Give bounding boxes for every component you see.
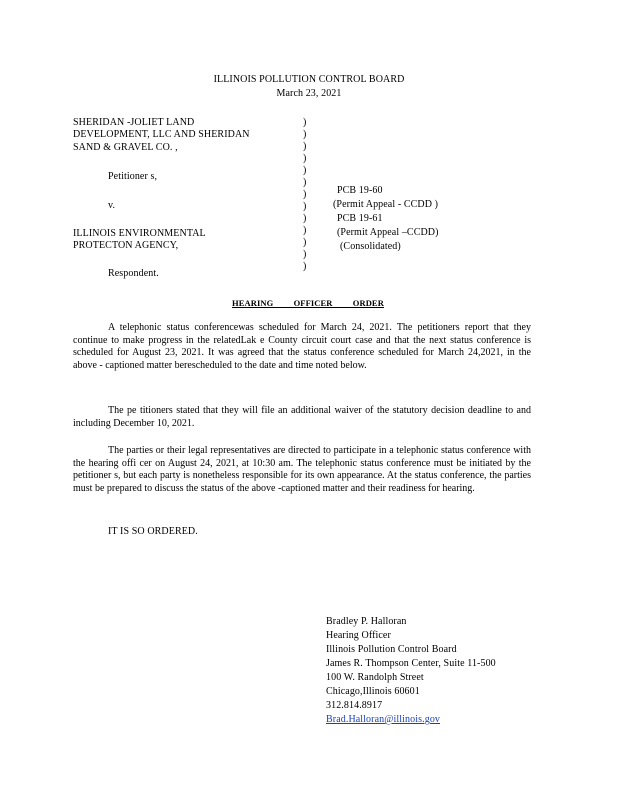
caption-parentheses: ) ) ) ) ) ) ) ) ) ) ) ) ) (303, 117, 307, 272)
signature-city: Chicago,Illinois 60601 (326, 686, 420, 697)
signature-phone: 312.814.8917 (326, 700, 383, 711)
respondent-label: Respondent. (108, 268, 159, 279)
petitioner-name-line3: SAND & GRAVEL CO. , (73, 142, 178, 153)
respondent-name-line2: PROTECTON AGENCY, (73, 240, 179, 251)
signature-email-link[interactable]: Brad.Halloran@illinois.gov (326, 714, 441, 725)
board-name: ILLINOIS POLLUTION CONTROL BOARD (213, 74, 405, 85)
signature-title: Hearing Officer (326, 630, 391, 641)
case2-description: (Permit Appeal –CCDD) (337, 227, 439, 238)
respondent-name-line1: ILLINOIS ENVIRONMENTAL (73, 228, 206, 239)
paragraph-2: The pe titioners stated that they will file an additional waiver of the statutory decision deadline to and including December 10, 2021. (73, 405, 531, 429)
order-date: March 23, 2021 (276, 88, 342, 99)
signature-building: James R. Thompson Center, Suite 11-500 (326, 658, 496, 669)
consolidated-label: (Consolidated) (340, 241, 401, 252)
order-title: HEARING OFFICER ORDER (232, 298, 384, 308)
paragraph-1: A telephonic status conferencewas scheduled for March 24, 2021. The petitioners report that they continue to make progress in the relatedLak e County circuit court case and that the next status conference is scheduled for August 23, 2021. It was agreed that the status conference scheduled for March 24,2021, in the above - captioned matter berescheduled to the date and time noted below. (73, 322, 531, 371)
signature-org: Illinois Pollution Control Board (326, 644, 457, 655)
petitioner-name-line2: DEVELOPMENT, LLC AND SHERIDAN (73, 129, 250, 140)
versus-label: v. (108, 200, 116, 211)
paragraph-3: The parties or their legal representatives are directed to participate in a telephonic status conference with the hearing offi cer on August 24, 2021, at 10:30 am. The telephonic status conference must be initiated by the petitioner s, but each party is nonetheless responsible for its own appearance. At the status conference, the parties must be prepared to discuss the status of the above -captioned matter and their readiness for hearing. (73, 445, 531, 494)
case2-number: PCB 19-61 (337, 213, 383, 224)
case1-number: PCB 19-60 (337, 185, 383, 196)
petitioner-name-line1: SHERIDAN -JOLIET LAND (73, 117, 195, 128)
signature-name: Bradley P. Halloran (326, 616, 407, 627)
case1-description: (Permit Appeal - CCDD ) (333, 199, 439, 210)
so-ordered: IT IS SO ORDERED. (108, 526, 198, 537)
signature-street: 100 W. Randolph Street (326, 672, 424, 683)
petitioners-label: Petitioner s, (108, 171, 158, 182)
